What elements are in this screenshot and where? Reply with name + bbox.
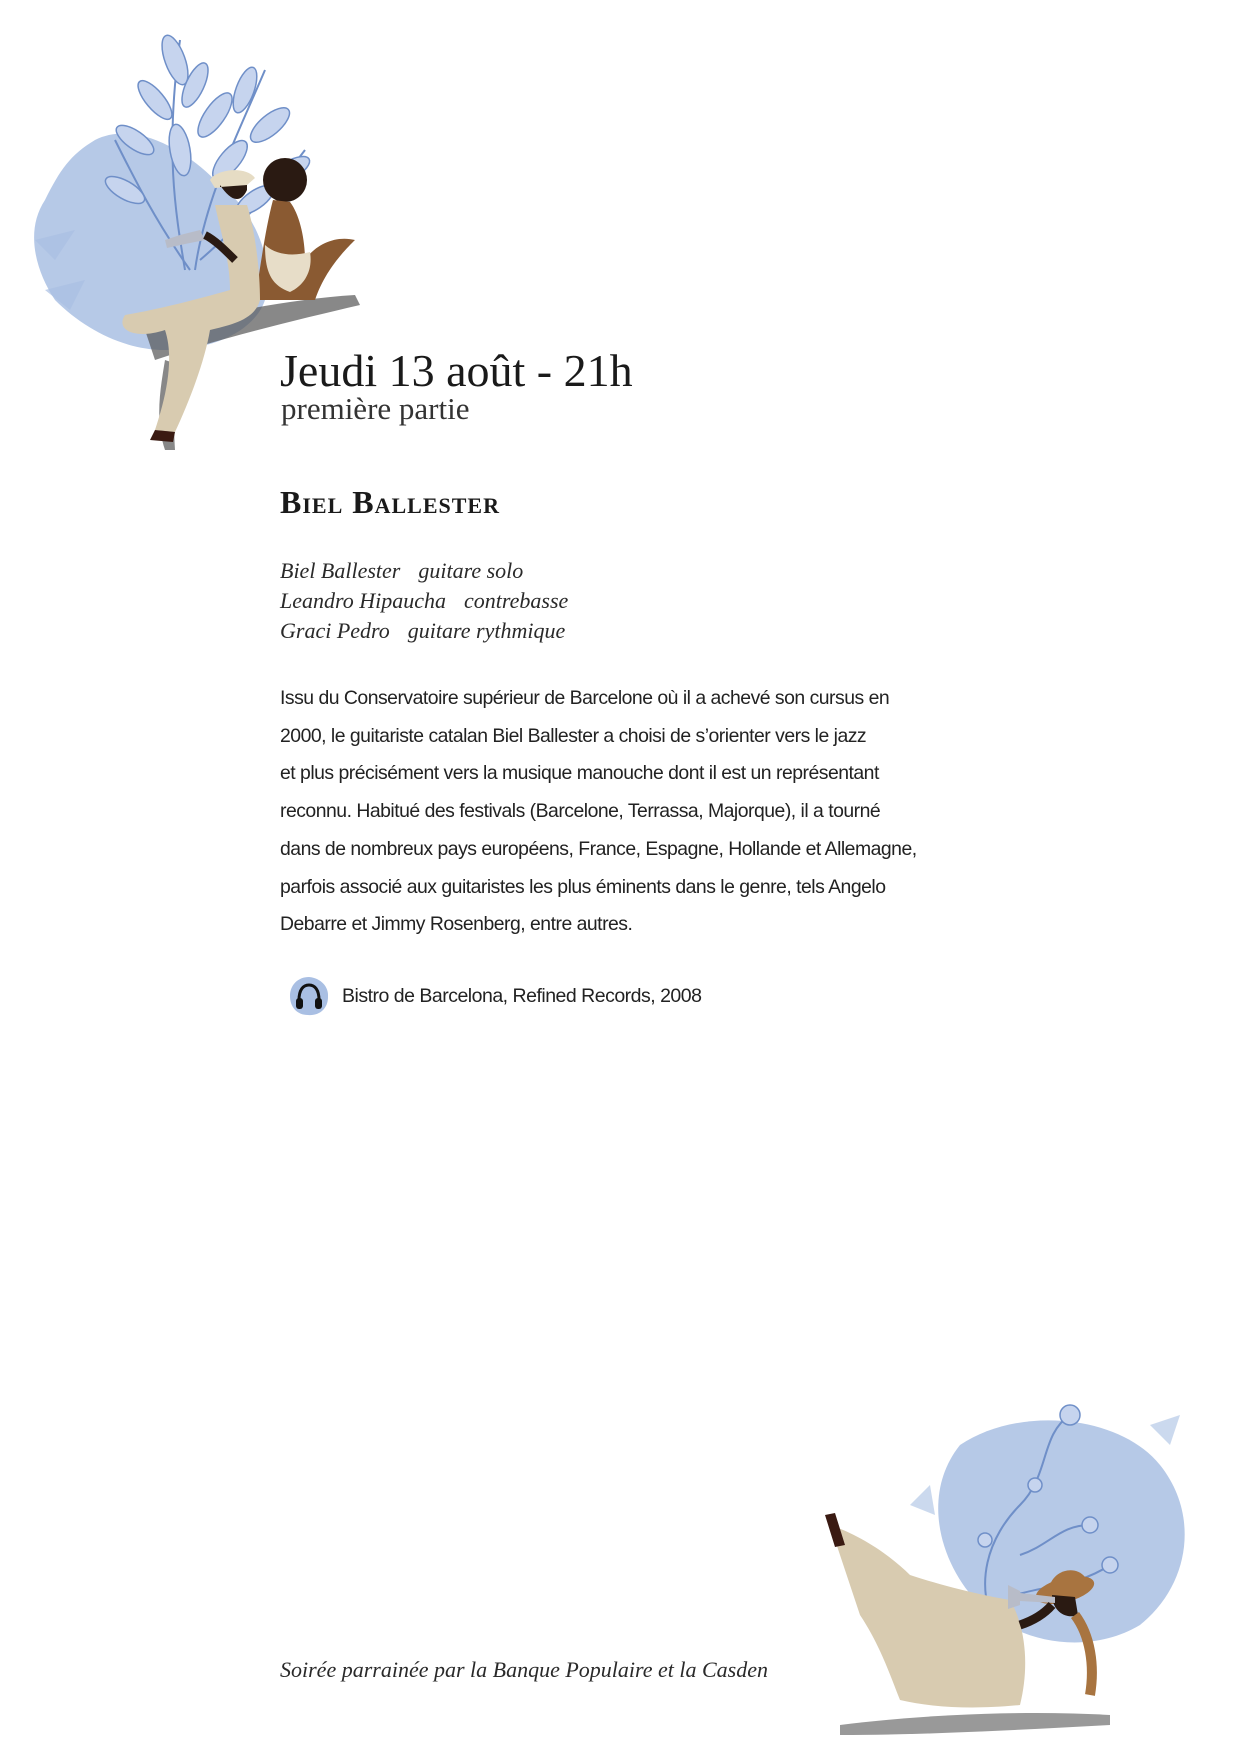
concert-part-subtitle: première partie (281, 391, 470, 426)
musician-name: Graci Pedro (280, 618, 390, 643)
bio-line: et plus précisément vers la musique manouche dont il est un représentant (280, 762, 879, 785)
musician-line (280, 586, 568, 616)
headphones-icon (288, 975, 330, 1017)
musician-line (280, 616, 568, 646)
discography-entry: Bistro de Barcelona, Refined Records, 2008 (342, 985, 702, 1007)
bio-line: dans de nombreux pays européens, France, Espagne, Hollande et Allemagne, (280, 837, 917, 860)
sponsor-note: Soirée parrainée par la Banque Populaire et la Casden (280, 1657, 769, 1682)
artist-name-heading: Biel Ballester (280, 484, 500, 520)
musician-role: guitare rythmique (407, 618, 566, 643)
musician-name: Leandro Hipaucha (280, 588, 447, 613)
trumpeter-illustration-bottom (820, 1385, 1230, 1745)
artist-biography (280, 680, 917, 944)
bio-line: parfois associé aux guitaristes les plus éminents dans le genre, tels Angelo (280, 875, 886, 898)
bio-line: reconnu. Habitué des festivals (Barcelone, Terrassa, Majorque), il a tourné (280, 800, 881, 823)
musician-role: guitare solo (418, 558, 524, 583)
musician-name: Biel Ballester (280, 558, 401, 583)
musicians-list (280, 556, 568, 646)
bio-line: Issu du Conservatoire supérieur de Barcelone où il a achevé son cursus en (280, 687, 890, 709)
bio-line: Debarre et Jimmy Rosenberg, entre autres. (280, 913, 633, 936)
concert-date-heading: Jeudi 13 août - 21h (280, 345, 633, 396)
musician-line (280, 556, 568, 586)
musician-role: contrebasse (464, 588, 569, 613)
bio-line: 2000, le guitariste catalan Biel Ballester a choisi de s’orienter vers le jazz (280, 724, 867, 747)
